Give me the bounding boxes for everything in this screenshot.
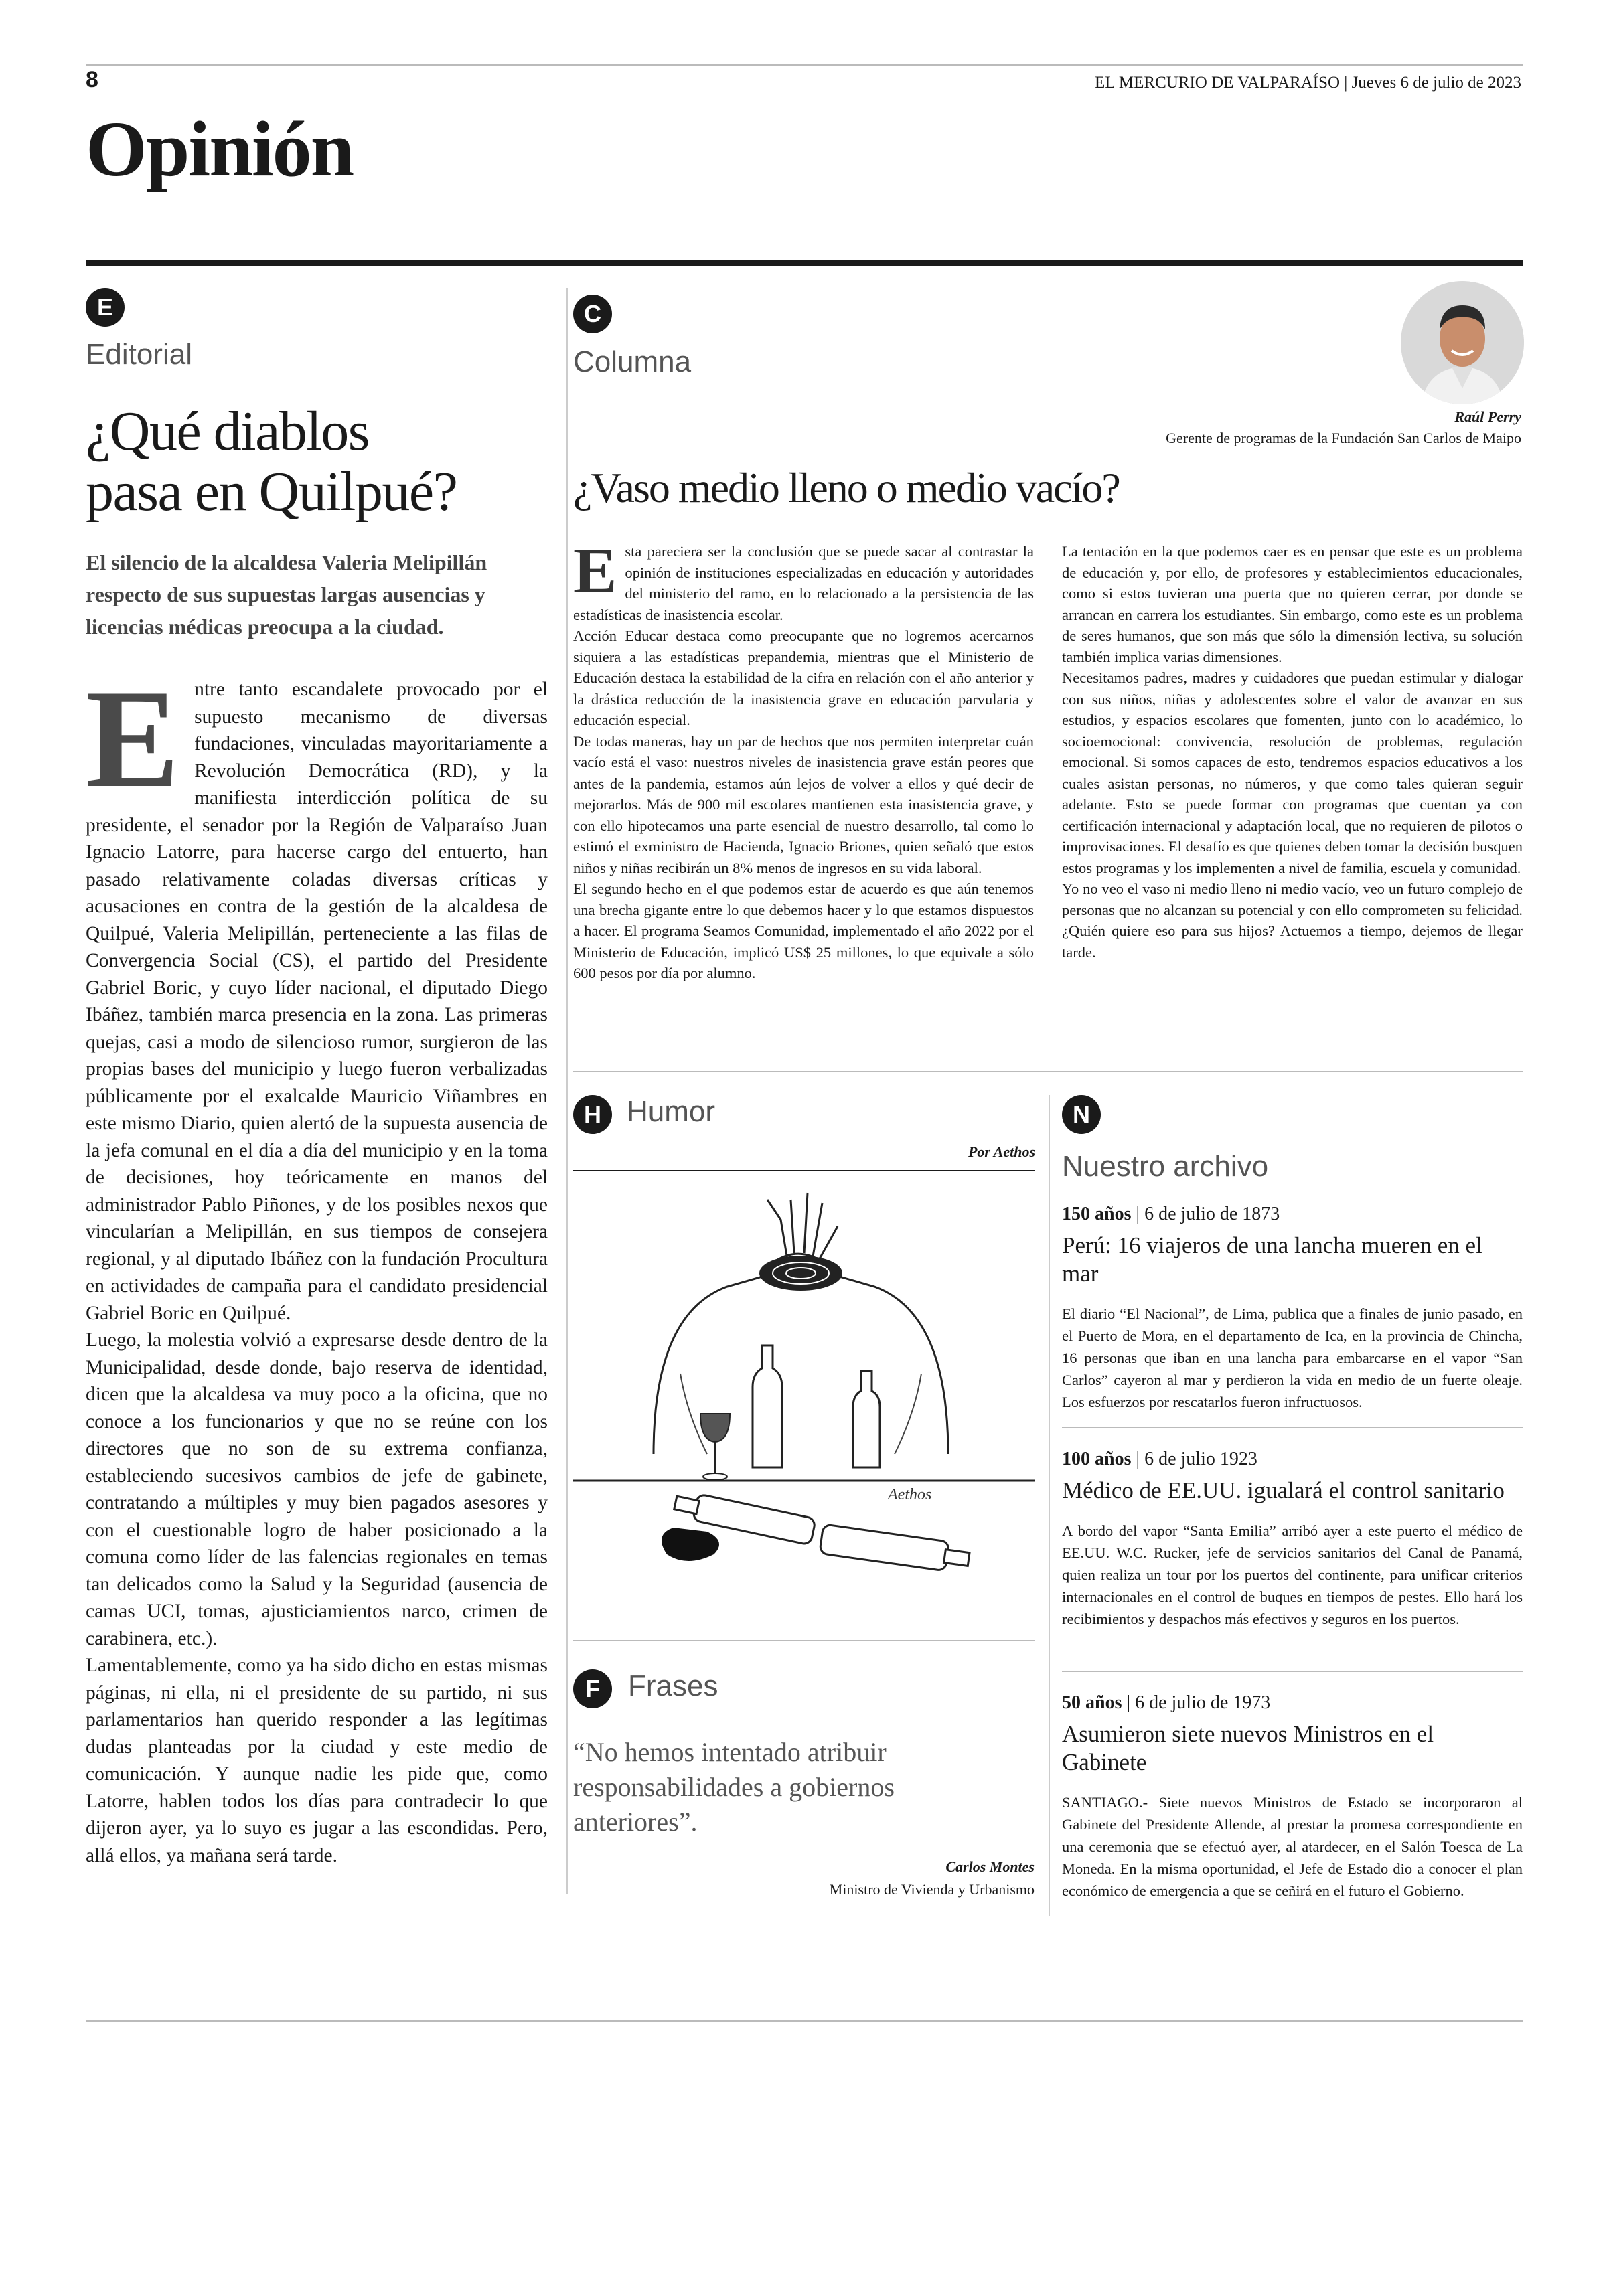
column-author-name: Raúl Perry [1454, 408, 1521, 425]
archive-rule-1 [1062, 1427, 1523, 1428]
editorial-dropcap: E [86, 661, 180, 817]
archive-item-body: SANTIAGO.- Siete nuevos Ministros de Estado se incorporaron al Gabinete del Presidente Allende, al prestar la promesa correspondiente en una ceremonia que se efectuó ayer, al atardecer, en el Salón Toesca de La Moneda. En la misma oportunidad, el Jefe de Estado dio a conocer el plan económico de emergencia a que se ceñirá en el futuro el Gobierno. [1062, 1794, 1523, 1899]
archive-item-date: 6 de julio de 1873 [1144, 1204, 1280, 1224]
column-body-right [1062, 541, 1523, 963]
archive-item-headline: Perú: 16 viajeros de una lancha mueren en el mar [1062, 1232, 1482, 1287]
archive-item-years: 150 años [1062, 1204, 1132, 1224]
editorial-paragraph-2: Luego, la molestia volvió a expresarse desde dentro de la Municipalidad, desde donde, bajo reserva de identidad, dicen que la alcaldesa va muy poco a la oficina, que no conoce a los funcionarios y que no se reúne con los directores que no son de su extrema confianza, estableciendo sucesivos cambios de jefe de gabinete, contratando a múltiples y muy bien pagados asesores y con el cuestionable logro de haber posicionado a la comuna como líder de las falencias regionales en temas tan delicados como la Salud y la Seguridad (ausencia de camas UCI, tomas, ajusticiamientos narco, crimen de carabinera, etc.). [86, 1329, 548, 1649]
column-badge: C [573, 295, 612, 333]
column-label: Columna [573, 345, 692, 378]
archive-item-date: 6 de julio de 1973 [1135, 1692, 1271, 1713]
frases-badge: F [573, 1669, 612, 1708]
author-photo [1401, 281, 1524, 404]
archive-item-dateline: 150 años | 6 de julio de 1873 [1062, 1204, 1280, 1224]
column-dropcap: E [573, 535, 617, 607]
section-rule [86, 260, 1523, 266]
humor-rule [573, 1170, 1035, 1171]
editorial-headline-line2: pasa en Quilpué? [86, 461, 457, 523]
editorial-label: Editorial [86, 338, 192, 371]
archive-rule-2 [1062, 1671, 1523, 1672]
archive-item-dateline: 100 años | 6 de julio 1923 [1062, 1449, 1257, 1469]
archive-item-body: El diario “El Nacional”, de Lima, publica que a finales de junio pasado, en el Puerto de Mora, en el departamento de Ica, en la provincia de Chincha, 16 personas que iban en una lancha para embarcarse en el vapor “San Carlos” cayeron al mar y perdieron la vida en medio de un fuerte oleaje. Los esfuerzos por rescatarlos fueron infructuosos. [1062, 1305, 1523, 1410]
column-body-left [573, 535, 1034, 984]
archive-item-years: 50 años [1062, 1692, 1122, 1713]
humor-badge: H [573, 1095, 612, 1134]
archive-divider [1049, 1095, 1050, 1916]
editorial-badge: E [86, 288, 125, 327]
frases-author: Carlos Montes [945, 1858, 1035, 1875]
column-paragraph-6: Necesitamos padres, madres y cuidadores que puedan estimular y dialogar con sus niños, niñas y adolescentes sobre el valor de avanzar en sus estudios, y espacios escolares que fomenten, junto con lo académico, lo socioemocional: convivencia, resolución de problemas, regulación emocional. Si somos capaces de esto, tendremos espacios educativos a los cuales asistan personas, no números, y que como tales quieran seguir adelante. Esto se puede formar con programas que cuentan ya con certificación internacional y adaptación local, que no requieren de pilotos o improvisaciones. El desafío es que quienes deben tomar la decisión busquen estos programas y los implementen a nivel de familia, escuela y comunidad. [1062, 669, 1523, 876]
humor-credit: Por Aethos [968, 1143, 1035, 1160]
column-paragraph-7: Yo no veo el vaso ni medio lleno ni medio vacío, veo un futuro complejo de personas que no alcanzan su potencial y con ello comprometen su felicidad. ¿Quién quiere eso para sus hijos? Actuemos a tiempo, dejemos de llegar tarde. [1062, 880, 1523, 961]
archive-item-years: 100 años [1062, 1449, 1132, 1469]
column-paragraph-3: De todas maneras, hay un par de hechos que nos permiten interpretar cuán vacío está el vaso: nuestros niveles de inasistencia grave están peores que antes de la pandemia, estamos aún lejos de volver a ellos y qué decir de mejorarlos. Más de 900 mil escolares mantienen esta inasistencia grave, y con ello hipotecamos una parte esencial de nuestro desarrollo, tal como lo estimó el exministro de Hacienda, Ignacio Briones, quien señaló que estos niños y niñas recibirán un 8% menos de ingresos en su vida laboral. [573, 732, 1034, 876]
frases-role: Ministro de Vivienda y Urbanismo [829, 1881, 1035, 1898]
archive-item-headline: Médico de EE.UU. igualará el control sanitario [1062, 1477, 1505, 1503]
frases-quote: “No hemos intentado atribuir responsabilidades a gobiernos anteriores”. [573, 1737, 895, 1837]
column-paragraph-1: sta pareciera ser la conclusión que se puede sacar al contrastar la opinión de instituciones especializadas en educación y autoridades del ministerio del ramo, en lo relacionado a la persistencia de las estadísticas de inasistencia escolar. [573, 543, 1034, 623]
column-paragraph-2: Acción Educar destaca como preocupante que no logremos acercarnos siquiera a las estadísticas prepandemia, mientras que el Ministerio de Educación destaca la estabilidad de la cifra en relación con el año anterior y la drástica reducción de la inasistencia grave en educación parvularia y educación especial. [573, 627, 1034, 728]
archive-item-dateline: 50 años | 6 de julio de 1973 [1062, 1692, 1271, 1713]
frases-label: Frases [628, 1669, 718, 1702]
archive-item-headline: Asumieron siete nuevos Ministros en el Gabinete [1062, 1721, 1434, 1775]
archive-item-body: A bordo del vapor “Santa Emilia” arribó ayer a este puerto el médico de EE.UU. W.C. Rucker, jefe de servicios sanitarios del Canal de Panamá, quien realiza un tour por los puertos del continente, para unificar criterios internacionales en el control de buques en tiempos de pestes. Ello hará los recibimientos y despachos más efectivos y seguros en los puertos. [1062, 1522, 1523, 1627]
column-bottom-rule [573, 1071, 1523, 1072]
editorial-lede: El silencio de la alcaldesa Valeria Melipillán respecto de sus supuestas largas ausencias y licencias médicas preocupa a la ciudad. [86, 550, 487, 639]
editorial-headline [86, 402, 541, 522]
humor-signature: Aethos [888, 1486, 932, 1503]
editorial-paragraph-3: Lamentablemente, como ya ha sido dicho en estas mismas páginas, ni ella, ni el presidente de su partido, ni sus parlamentarios han querido responder a las legítimas dudas planteadas por la ciudad y este medio de comunicación. Y aunque nadie les pide que, como Latorre, hablen todos los días para contradecir lo que dijeron ayer, ya lo suyo es jugar a las escondidas. Pero, allá ellos, ya mañana será tarde. [86, 1655, 548, 1866]
editorial-headline-line1: ¿Qué diablos [86, 400, 369, 463]
masthead-dateline: EL MERCURIO DE VALPARAÍSO | Jueves 6 de julio de 2023 [1095, 74, 1521, 92]
humor-label: Humor [627, 1095, 716, 1128]
column-paragraph-4: El segundo hecho en el que podemos estar de acuerdo es que aún tenemos una brecha gigante entre lo que debemos hacer y lo que estamos dispuestos a hacer. El programa Seamos Comunidad, implementado el año 2022 por el Ministerio de Educación, implicó US$ 25 millones, lo que equivale a sólo 600 pesos por día por alumno. [573, 880, 1034, 981]
archive-badge: N [1062, 1095, 1101, 1134]
column-paragraph-5: La tentación en la que podemos caer es en pensar que este es un problema de educación y, por ello, de profesores y establecimientos educacionales, como si estos tuvieran una puerta que no quieren cerrar, por donde se arrancan en carrera los estudiantes. Sin embargo, como este es un problema de seres humanos, que son más que sólo la dimensión lectiva, su solución también implica varias dimensiones. [1062, 543, 1523, 665]
archive-item [1062, 1204, 1523, 1413]
top-rule [86, 64, 1523, 66]
page-number: 8 [86, 67, 98, 92]
archive-item-date: 6 de julio 1923 [1144, 1449, 1257, 1469]
editorial-body [86, 661, 548, 1869]
column-author-role: Gerente de programas de la Fundación San Carlos de Maipo [1166, 430, 1521, 446]
archive-item [1062, 1449, 1523, 1630]
archive-item [1062, 1692, 1523, 1902]
editorial-paragraph-1: ntre tanto escandalete provocado por el supuesto mecanismo de diversas fundaciones, vinculadas mayoritariamente a Revolución Democrática (RD), y la manifiesta interdicción política de su presidente, el senador por la Región de Valparaíso Juan Ignacio Latorre, para hacerse cargo del entuerto, han pasado relativamente coladas diversas críticas y acusaciones en contra de la gestión de la alcaldesa de Quilpué, Valeria Melipillán, perteneciente a las filas de Convergencia Social (CS), el partido del Presidente Gabriel Boric, y cuyo líder nacional, el diputado Diego Ibáñez, también marca presencia en la zona. Las primeras quejas, casi a modo de silencioso rumor, surgieron de las propias bases del municipio y luego fueron verbalizadas públicamente por el exalcalde Mauricio Viñambres en este mismo Diario, quien alertó de la supuesta ausencia de la jefa comunal en el día a día del municipio y en la toma de decisiones, hoy teóricamente en manos del administrador Pablo Piñones, y de los posibles nexos que vincularían a Melipillán, en sus tiempos de consejera regional, y al diputado Ibáñez con la fundación Procultura en actividades de campaña para el candidato presidencial Gabriel Boric en Quilpué. [86, 679, 548, 1324]
page-bottom-rule [86, 2020, 1523, 2022]
humor-bottom-rule [573, 1640, 1035, 1641]
column-divider [566, 288, 568, 1894]
humor-cartoon [573, 1173, 1035, 1628]
archive-label: Nuestro archivo [1062, 1150, 1269, 1183]
section-title: Opinión [86, 105, 354, 193]
column-headline: ¿Vaso medio lleno o medio vacío? [573, 464, 1120, 511]
